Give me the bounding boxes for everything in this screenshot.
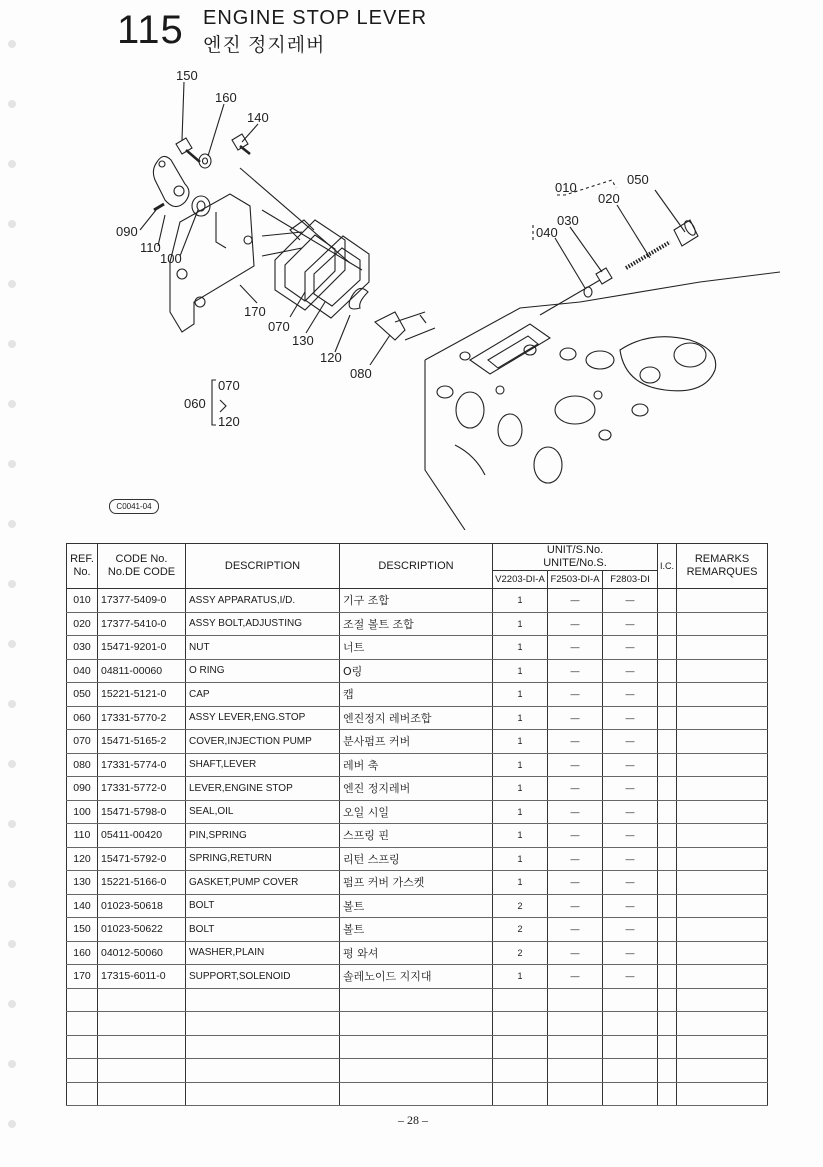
header-model-2: F2503-DI-A [548, 571, 603, 589]
table-row [67, 612, 768, 636]
ic-cell [658, 847, 677, 871]
table-row [67, 683, 768, 707]
ref-cell: 070 [67, 730, 98, 754]
empty-cell [493, 1035, 548, 1059]
empty-cell [98, 988, 186, 1012]
description-cell: GASKET,PUMP COVER [186, 871, 340, 895]
ic-cell [658, 777, 677, 801]
page-title-korean: 엔진 정지레버 [203, 35, 326, 56]
callout-140: 140 [247, 110, 269, 125]
empty-cell [186, 1012, 340, 1036]
empty-cell [67, 988, 98, 1012]
empty-cell [658, 988, 677, 1012]
callout-050: 050 [627, 172, 649, 187]
qty-model-2-cell: — [548, 683, 603, 707]
callout-080: 080 [350, 366, 372, 381]
korean-description-cell: 펌프 커버 가스켓 [340, 871, 493, 895]
callout-040: 040 [536, 225, 558, 240]
empty-cell [186, 1059, 340, 1083]
qty-model-2-cell: — [548, 847, 603, 871]
ref-cell: 050 [67, 683, 98, 707]
code-cell: 15471-5792-0 [98, 847, 186, 871]
qty-model-2-cell: — [548, 589, 603, 613]
qty-model-2-cell: — [548, 824, 603, 848]
empty-cell [340, 1035, 493, 1059]
table-row [67, 871, 768, 895]
empty-cell [658, 1082, 677, 1106]
page-number: – 28 – [398, 1113, 428, 1127]
ic-cell [658, 894, 677, 918]
remarks-cell [677, 659, 768, 683]
qty-model-3-cell: — [603, 847, 658, 871]
qty-model-3-cell: — [603, 777, 658, 801]
exploded-diagram [0, 60, 823, 530]
korean-description-cell: O링 [340, 659, 493, 683]
ref-cell: 120 [67, 847, 98, 871]
ic-cell [658, 636, 677, 660]
empty-cell [548, 1082, 603, 1106]
code-cell: 05411-00420 [98, 824, 186, 848]
ref-cell: 030 [67, 636, 98, 660]
empty-cell [658, 1059, 677, 1083]
table-row [67, 847, 768, 871]
header-ref: REF. No. [67, 544, 98, 589]
empty-cell [658, 1012, 677, 1036]
description-cell: BOLT [186, 894, 340, 918]
qty-model-3-cell: — [603, 636, 658, 660]
qty-model-2-cell: — [548, 871, 603, 895]
callout-020: 020 [598, 191, 620, 206]
empty-cell [186, 1082, 340, 1106]
qty-model-2-cell: — [548, 730, 603, 754]
qty-model-1-cell: 1 [493, 753, 548, 777]
ic-cell [658, 918, 677, 942]
table-row [67, 777, 768, 801]
callout-060: 060 [184, 396, 206, 411]
remarks-cell [677, 824, 768, 848]
qty-model-1-cell: 2 [493, 918, 548, 942]
code-cell: 17331-5772-0 [98, 777, 186, 801]
callout-010: 010 [555, 180, 577, 195]
qty-model-1-cell: 2 [493, 941, 548, 965]
qty-model-2-cell: — [548, 965, 603, 989]
callout-170: 170 [244, 304, 266, 319]
code-cell: 17377-5409-0 [98, 589, 186, 613]
empty-cell [603, 1082, 658, 1106]
description-cell: ASSY APPARATUS,I/D. [186, 589, 340, 613]
qty-model-3-cell: — [603, 706, 658, 730]
empty-cell [548, 1035, 603, 1059]
description-cell: SHAFT,LEVER [186, 753, 340, 777]
ref-cell: 080 [67, 753, 98, 777]
callout-120: 120 [320, 350, 342, 365]
empty-cell [677, 1059, 768, 1083]
qty-model-3-cell: — [603, 941, 658, 965]
qty-model-3-cell: — [603, 800, 658, 824]
ref-cell: 100 [67, 800, 98, 824]
empty-cell [340, 1059, 493, 1083]
table-row [67, 918, 768, 942]
korean-description-cell: 오일 시일 [340, 800, 493, 824]
table-row [67, 636, 768, 660]
qty-model-1-cell: 2 [493, 894, 548, 918]
qty-model-1-cell: 1 [493, 800, 548, 824]
table-row [67, 706, 768, 730]
code-cell: 15221-5166-0 [98, 871, 186, 895]
empty-cell [603, 988, 658, 1012]
code-cell: 15221-5121-0 [98, 683, 186, 707]
description-cell: SUPPORT,SOLENOID [186, 965, 340, 989]
korean-description-cell: 기구 조합 [340, 589, 493, 613]
figure-stamp: C0041-04 [109, 499, 159, 514]
page-title: ENGINE STOP LEVER [203, 7, 428, 29]
code-cell: 17315-6011-0 [98, 965, 186, 989]
description-cell: ASSY LEVER,ENG.STOP [186, 706, 340, 730]
empty-cell [548, 1059, 603, 1083]
description-cell: NUT [186, 636, 340, 660]
empty-cell [603, 1035, 658, 1059]
empty-cell [603, 1012, 658, 1036]
callout-030: 030 [557, 213, 579, 228]
qty-model-3-cell: — [603, 824, 658, 848]
ic-cell [658, 753, 677, 777]
header-ic: I.C. [658, 544, 677, 589]
empty-cell [67, 1059, 98, 1083]
empty-cell [340, 1082, 493, 1106]
header-unit: UNIT/S.No. UNITE/No.S. [493, 544, 658, 571]
description-cell: SPRING,RETURN [186, 847, 340, 871]
remarks-cell [677, 636, 768, 660]
empty-cell [67, 1012, 98, 1036]
qty-model-2-cell: — [548, 753, 603, 777]
qty-model-1-cell: 1 [493, 847, 548, 871]
callout-130: 130 [292, 333, 314, 348]
callout-150: 150 [176, 68, 198, 83]
ref-cell: 150 [67, 918, 98, 942]
table-row [67, 753, 768, 777]
empty-cell [493, 988, 548, 1012]
empty-cell [677, 988, 768, 1012]
ref-cell: 040 [67, 659, 98, 683]
korean-description-cell: 스프링 핀 [340, 824, 493, 848]
qty-model-1-cell: 1 [493, 683, 548, 707]
empty-cell [493, 1012, 548, 1036]
korean-description-cell: 엔진정지 레버조합 [340, 706, 493, 730]
table-row [67, 659, 768, 683]
empty-cell [548, 988, 603, 1012]
korean-description-cell: 솔레노이드 지지대 [340, 965, 493, 989]
qty-model-2-cell: — [548, 800, 603, 824]
qty-model-2-cell: — [548, 918, 603, 942]
table-row [67, 894, 768, 918]
remarks-cell [677, 894, 768, 918]
qty-model-2-cell: — [548, 941, 603, 965]
qty-model-1-cell: 1 [493, 730, 548, 754]
qty-model-3-cell: — [603, 918, 658, 942]
qty-model-3-cell: — [603, 730, 658, 754]
description-cell: LEVER,ENGINE STOP [186, 777, 340, 801]
qty-model-1-cell: 1 [493, 871, 548, 895]
code-cell: 17331-5770-2 [98, 706, 186, 730]
empty-cell [98, 1012, 186, 1036]
empty-cell [658, 1035, 677, 1059]
header-model-1: V2203-DI-A [493, 571, 548, 589]
callout-160: 160 [215, 90, 237, 105]
empty-table-row [67, 1012, 768, 1036]
ic-cell [658, 683, 677, 707]
qty-model-1-cell: 1 [493, 612, 548, 636]
ref-cell: 110 [67, 824, 98, 848]
qty-model-1-cell: 1 [493, 706, 548, 730]
table-row [67, 941, 768, 965]
ref-cell: 010 [67, 589, 98, 613]
remarks-cell [677, 847, 768, 871]
remarks-cell [677, 965, 768, 989]
qty-model-3-cell: — [603, 589, 658, 613]
qty-model-3-cell: — [603, 871, 658, 895]
description-cell: SEAL,OIL [186, 800, 340, 824]
empty-cell [340, 988, 493, 1012]
empty-cell [67, 1035, 98, 1059]
remarks-cell [677, 871, 768, 895]
qty-model-1-cell: 1 [493, 659, 548, 683]
description-cell: BOLT [186, 918, 340, 942]
qty-model-3-cell: — [603, 894, 658, 918]
qty-model-2-cell: — [548, 777, 603, 801]
remarks-cell [677, 800, 768, 824]
ic-cell [658, 824, 677, 848]
remarks-cell [677, 918, 768, 942]
korean-description-cell: 볼트 [340, 918, 493, 942]
ref-cell: 130 [67, 871, 98, 895]
korean-description-cell: 너트 [340, 636, 493, 660]
qty-model-1-cell: 1 [493, 589, 548, 613]
code-cell: 01023-50618 [98, 894, 186, 918]
empty-cell [677, 1012, 768, 1036]
qty-model-2-cell: — [548, 894, 603, 918]
qty-model-3-cell: — [603, 753, 658, 777]
ref-cell: 060 [67, 706, 98, 730]
korean-description-cell: 조절 볼트 조합 [340, 612, 493, 636]
ref-cell: 140 [67, 894, 98, 918]
empty-cell [677, 1035, 768, 1059]
empty-table-row [67, 1059, 768, 1083]
callout-060-from: 070 [218, 378, 240, 393]
empty-cell [548, 1012, 603, 1036]
empty-cell [67, 1082, 98, 1106]
empty-table-row [67, 1082, 768, 1106]
qty-model-3-cell: — [603, 659, 658, 683]
remarks-cell [677, 589, 768, 613]
parts-table-body [67, 589, 768, 1106]
qty-model-1-cell: 1 [493, 636, 548, 660]
qty-model-1-cell: 1 [493, 824, 548, 848]
remarks-cell [677, 612, 768, 636]
korean-description-cell: 볼트 [340, 894, 493, 918]
ic-cell [658, 659, 677, 683]
code-cell: 17377-5410-0 [98, 612, 186, 636]
table-row [67, 800, 768, 824]
qty-model-1-cell: 1 [493, 777, 548, 801]
code-cell: 15471-9201-0 [98, 636, 186, 660]
table-row [67, 589, 768, 613]
description-cell: ASSY BOLT,ADJUSTING [186, 612, 340, 636]
empty-cell [186, 988, 340, 1012]
description-cell: COVER,INJECTION PUMP [186, 730, 340, 754]
qty-model-2-cell: — [548, 636, 603, 660]
korean-description-cell: 평 와셔 [340, 941, 493, 965]
ic-cell [658, 706, 677, 730]
remarks-cell [677, 683, 768, 707]
header-remarks: REMARKS REMARQUES [677, 544, 768, 589]
table-row [67, 824, 768, 848]
table-row [67, 730, 768, 754]
qty-model-2-cell: — [548, 659, 603, 683]
code-cell: 04012-50060 [98, 941, 186, 965]
exploded-diagram-svg [0, 60, 823, 530]
empty-cell [677, 1082, 768, 1106]
empty-table-row [67, 1035, 768, 1059]
qty-model-3-cell: — [603, 965, 658, 989]
parts-table [66, 543, 768, 1106]
remarks-cell [677, 706, 768, 730]
description-cell: CAP [186, 683, 340, 707]
description-cell: O RING [186, 659, 340, 683]
qty-model-2-cell: — [548, 612, 603, 636]
empty-cell [493, 1059, 548, 1083]
code-cell: 17331-5774-0 [98, 753, 186, 777]
ic-cell [658, 612, 677, 636]
empty-cell [603, 1059, 658, 1083]
empty-cell [186, 1035, 340, 1059]
header-model-3: F2803-DI [603, 571, 658, 589]
header-description-en: DESCRIPTION [186, 544, 340, 589]
ic-cell [658, 589, 677, 613]
ic-cell [658, 800, 677, 824]
empty-cell [98, 1082, 186, 1106]
header-description-kr: DESCRIPTION [340, 544, 493, 589]
code-cell: 15471-5798-0 [98, 800, 186, 824]
ref-cell: 170 [67, 965, 98, 989]
ic-cell [658, 871, 677, 895]
callout-110: 110 [140, 240, 161, 255]
qty-model-2-cell: — [548, 706, 603, 730]
korean-description-cell: 리턴 스프링 [340, 847, 493, 871]
callout-090: 090 [116, 224, 138, 239]
korean-description-cell: 분사펌프 커버 [340, 730, 493, 754]
remarks-cell [677, 753, 768, 777]
ic-cell [658, 941, 677, 965]
empty-cell [493, 1082, 548, 1106]
callout-070: 070 [268, 319, 290, 334]
qty-model-1-cell: 1 [493, 965, 548, 989]
description-cell: WASHER,PLAIN [186, 941, 340, 965]
ic-cell [658, 965, 677, 989]
table-row [67, 965, 768, 989]
callout-060-to: 120 [218, 414, 240, 429]
code-cell: 01023-50622 [98, 918, 186, 942]
ref-cell: 020 [67, 612, 98, 636]
empty-cell [340, 1012, 493, 1036]
code-cell: 15471-5165-2 [98, 730, 186, 754]
korean-description-cell: 엔진 정지레버 [340, 777, 493, 801]
empty-cell [98, 1059, 186, 1083]
empty-table-row [67, 988, 768, 1012]
remarks-cell [677, 777, 768, 801]
group-number: 115 [117, 8, 184, 52]
remarks-cell [677, 941, 768, 965]
empty-cell [98, 1035, 186, 1059]
ic-cell [658, 730, 677, 754]
ref-cell: 090 [67, 777, 98, 801]
header-code: CODE No. No.DE CODE [98, 544, 186, 589]
korean-description-cell: 캡 [340, 683, 493, 707]
callout-100: 100 [160, 251, 182, 266]
remarks-cell [677, 730, 768, 754]
qty-model-3-cell: — [603, 612, 658, 636]
code-cell: 04811-00060 [98, 659, 186, 683]
qty-model-3-cell: — [603, 683, 658, 707]
ref-cell: 160 [67, 941, 98, 965]
korean-description-cell: 레버 축 [340, 753, 493, 777]
description-cell: PIN,SPRING [186, 824, 340, 848]
